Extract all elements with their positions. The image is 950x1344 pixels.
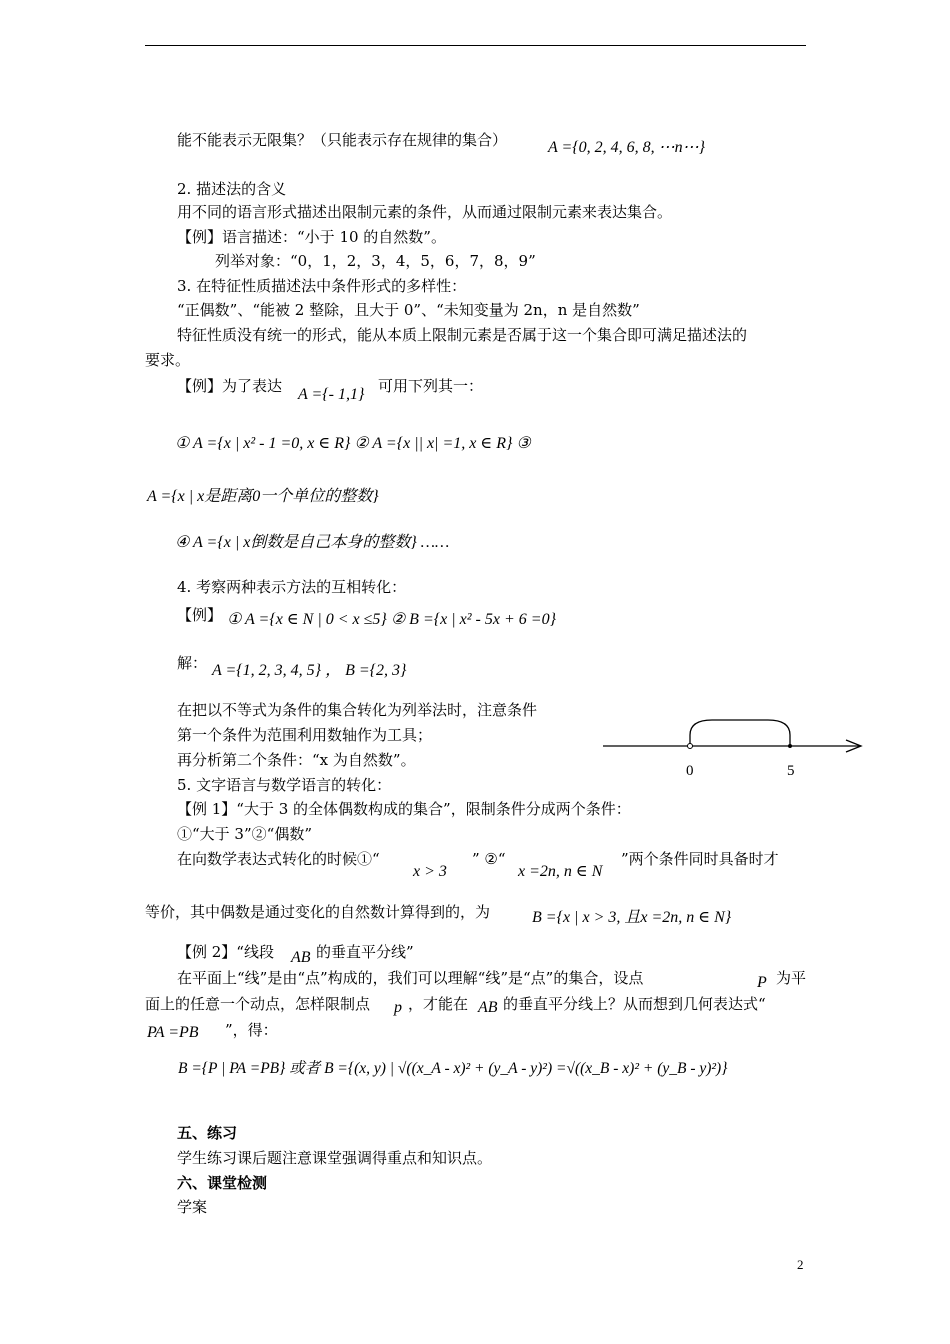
math-set-pm1: A ={- 1,1} (298, 386, 365, 403)
text-line: 用不同的语言形式描述出限制元素的条件，从而通过限制元素来表达集合。 (177, 203, 673, 221)
text-line: 在平面上“线”是由“点”构成的，我们可以理解“线”是“点”的集合，设点 (177, 969, 644, 987)
text-line: 【例 1】“大于 3 的全体偶数构成的集合”，限制条件分成两个条件： (177, 800, 631, 818)
text-line: 可用下列其一： (378, 377, 484, 395)
text-line: ”，得： (225, 1021, 278, 1039)
text-line: 【例 2】“线段 (177, 943, 274, 961)
text-line: 的垂直平分线” (316, 943, 414, 961)
math-solution: A ={1, 2, 3, 4, 5} ， B ={2, 3} (212, 662, 407, 679)
math-PA-PB: PA =PB (147, 1024, 199, 1041)
text-line: 【例】语言描述：“小于 10 的自然数”。 (177, 228, 446, 246)
text-line: 能不能表示无限集？（只能表示存在规律的集合） (177, 131, 508, 149)
text-line: 2. 描述法的含义 (177, 180, 287, 198)
text-line: 特征性质没有统一的形式，能从本质上限制元素是否属于这一个集合即可满足描述法的 (177, 326, 748, 344)
closed-point (788, 744, 792, 748)
tick-label-5: 5 (787, 763, 795, 779)
text-line: 等价，其中偶数是通过变化的自然数计算得到的，为 (145, 903, 491, 921)
interval-arc (690, 720, 790, 746)
text-line: 在向数学表达式转化的时候①“ (177, 850, 380, 868)
tick-label-0: 0 (686, 763, 694, 779)
text-line: ” ②“ (472, 850, 506, 868)
math-cond-1: x > 3 (413, 863, 447, 880)
text-line: 在把以不等式为条件的集合转化为列举法时，注意条件 (177, 701, 538, 719)
text-line: ，才能在 (408, 995, 469, 1013)
math-bisector-set: B ={P | PA =PB} 或者 B ={(x, y) | √((x_A - x)² + (y_A - y)²) =√((x_B - x)² + (y_B - y)²)} (178, 1060, 728, 1077)
math-forms-1-3: ① A ={x | x² - 1 =0, x ∈ R} ② A ={x || x| =1, x ∈ R} ③ (175, 435, 531, 452)
text-line: “正偶数”、“能被 2 整除，且大于 0”、“未知变量为 2n，n 是自然数” (177, 301, 640, 319)
open-point (688, 744, 693, 749)
text-line: 【例】为了表达 (177, 377, 283, 395)
text-line: 的垂直平分线上？从而想到几何表达式“ (503, 995, 766, 1013)
text-line: 学案 (177, 1198, 208, 1216)
math-example: ① A ={x ∈ N | 0 < x ≤5} ② B ={x | x² - 5x + 6 =0} (227, 611, 556, 628)
math-AB-2: AB (478, 999, 498, 1016)
section-heading: 六、课堂检测 (177, 1174, 268, 1192)
text-line: 再分析第二个条件：“x 为自然数”。 (177, 751, 416, 769)
text-line: ”两个条件同时具备时才 (621, 850, 779, 868)
text-line: 为平 (776, 969, 807, 987)
text-line: 3. 在特征性质描述法中条件形式的多样性： (177, 277, 467, 295)
math-cond-2: x =2n, n ∈ N (518, 863, 603, 880)
text-line: 学生练习课后题注意课堂强调得重点和知识点。 (177, 1149, 493, 1167)
math-p: p (394, 999, 402, 1016)
page-number: 2 (797, 1257, 804, 1272)
text-line: 要求。 (145, 351, 191, 369)
text-line: 【例】 (177, 606, 223, 624)
math-form-4: ④ A ={x | x倒数是自己本身的整数} …… (175, 534, 450, 551)
text-line: 面上的任意一个动点，怎样限制点 (145, 995, 371, 1013)
math-set-even: A ={0, 2, 4, 6, 8, ⋯n⋯} (548, 139, 706, 156)
text-line: 列举对象：“0，1，2，3，4，5，6，7，8，9” (215, 252, 536, 270)
math-AB: AB (291, 949, 311, 966)
text-line: 4. 考察两种表示方法的互相转化： (177, 578, 407, 596)
section-heading: 五、练习 (177, 1124, 238, 1142)
text-line: ①“大于 3”②“偶数” (177, 825, 312, 843)
math-set-B: B ={x | x > 3, 且x =2n, n ∈ N} (532, 909, 732, 926)
math-P: P (757, 974, 767, 991)
text-line: 5. 文字语言与数学语言的转化： (177, 776, 392, 794)
math-form-3: A ={x | x是距离0一个单位的整数} (147, 488, 379, 505)
text-line: 第一个条件为范围利用数轴作为工具； (177, 726, 433, 744)
text-line: 解： (177, 654, 208, 672)
